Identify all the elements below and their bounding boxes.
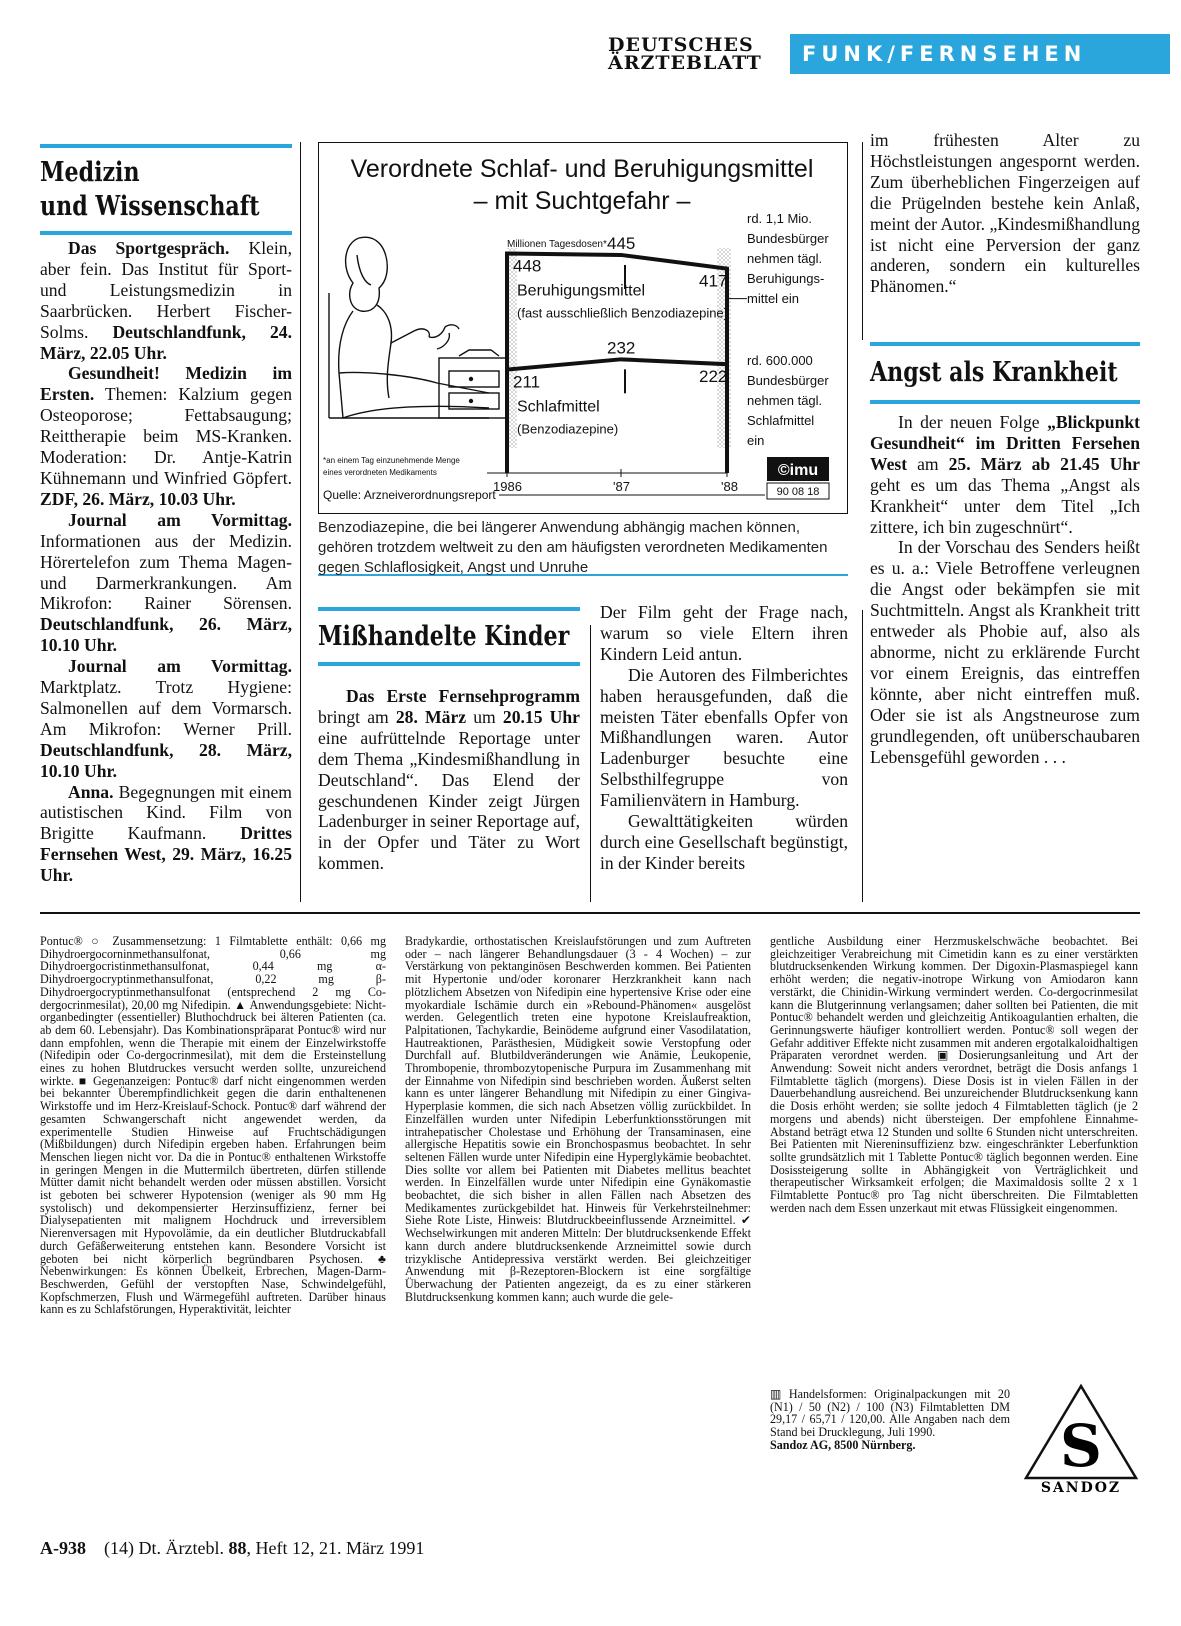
mid-paragraph: Das Erste Fernsehprogramm bringt am 28. März um 20.15 Uhr eine aufrüttelnde Reportage unter dem Thema „Kindesmißhandlung in Deutschland“. Das Elend der geschundenen Kinder zeigt Jürgen Ladenburger in seiner Reportage auf, in der Opfer und Täter zu Wort kommen. (318, 686, 581, 874)
ad-column-3: gentliche Ausbildung einer Herzmuskelschwäche beobachtet. Bei gleichzeitiger Verabreichung mit Cimetidin kann es zu einer verstärkten blutdrucksenkenden Wirkung kommen. Der Digoxin-Plasmaspiegel kann erhöht werden; die negativ-inotrope Wirkung von Amiodaron kann verstärkt, die Chinidin-Wirkung vermindert werden. Co-dergocrinmesilat kann die Blutgerinnung verlangsamen; daher sollten bei Patienten, die mit Pontuc® behandelt werden und gleichzeitig Antikoagulantien erhalten, die Gerinnungswerte häufiger kontrolliert werden. Pontuc® soll wegen der Gefahr additiver Effekte nicht zusammen mit anderen ergotalkaloidhaltigen Präparaten verordnet werden. ▣ Dosierungsanleitung und Art der Anwendung: Soweit nicht anders verordnet, beträgt die Dosis anfangs 1 Filmtablette täglich (morgens). Diese Dosis ist in vielen Fällen in der Dauerbehandlung ausreichend. Bei unzureichender Blutdrucksenkung kann die Dosis erhöht werden; sie sollte jedoch 4 Filmtabletten täglich (je 2 morgens und abends) nicht übersteigen. Der empfohlene Einnahme-Abstand beträgt etwa 12 Stunden und sollte 6 Stunden nicht unterschreiten. Bei Patienten mit Niereninsuffizienz bzw. eingeschränkter Leberfunktion sollte grundsätzlich mit 1 Tablette Pontuc® täglich begonnen werden. Eine Dosissteigerung sollte in Abhängigkeit von Verträglichkeit und therapeutischer Wirksamkeit erfolgen; die Maximaldosis sollte 2 x 1 Filmtablette Pontuc® pro Tag nicht überschreiten. Die Filmtabletten werden nach dem Essen unzerkaut mit etwas Flüssigkeit eingenommen. (770, 934, 1138, 1215)
note-top-line: mittel ein (747, 291, 800, 306)
right-cont-text: im frühesten Alter zu Höchstleistungen angespornt werden. Zum überheblichen Fingerzeigen auf die Prügelnden bestehe kein Anlaß, meint der Autor. „Kindesmißhandlung ist nicht eine Perversion der ganz anderen, sondern ein kulturelles Phänomen.“ (870, 130, 1140, 297)
left-paragraph: Gesundheit! Medizin im Ersten. Themen: Kalzium gegen Osteoporose; Fettabsaugung; Reittherapie beim MS-Kranken. Moderation: Dr. Antje-Katrin Kühnemann und Winfried Göpfert. ZDF, 26. März, 10.03 Uhr. (40, 363, 292, 509)
chart-svg (319, 143, 846, 512)
woman-in-bed-illustration (329, 237, 509, 418)
chart-subtitle: – mit Suchtgefahr – (473, 187, 691, 215)
chart-footnote: eines verordneten Medikaments (323, 468, 437, 477)
data-label: 211 (513, 372, 541, 392)
section-title: Medizin und Wissenschaft (40, 157, 260, 222)
series-subtitle: (fast ausschließlich Benzodiazepine) (517, 305, 728, 321)
page-footer: A-938 (14) Dt. Ärztebl. 88, Heft 12, 21. März 1991 (40, 1538, 425, 1558)
left-paragraph: Journal am Vormittag. Informationen aus der Medizin. Hörertelefon zum Thema Magen- und Darmerkrankungen. Am Mikrofon: Rainer Sörensen. Deutschlandfunk, 26. März, 10.10 Uhr. (40, 509, 292, 656)
note-bottom-line: Bundesbürger (747, 373, 829, 388)
chart-code: 90 08 18 (776, 486, 820, 498)
column-rule (590, 625, 591, 902)
series-subtitle: (Benzodiazepine) (517, 421, 619, 437)
ad-column-2: Bradykardie, orthostatischen Kreislaufstörungen und zum Auftreten oder – nach längerer Behandlungsdauer (3 - 4 Wochen) – zur Verstärkung von pektanginösen Beschwerden kommen. Bei Patienten mit Hypertonie und/oder koronarer Herzkrankheit kann nach plötzlichem Absetzen von Nifedipin eine hypertensive Krise oder eine myokardiale Ischämie durch ein »Rebound-Phänomen« ausgelöst werden. Gelegentlich treten eine hypotone Kreislaufreaktion, Palpitationen, Tachykardie, Beinödeme aufgrund einer Vasodilatation, Hautreaktionen, Parästhesien, Müdigkeit sowie Verstopfung oder Durchfall auf. Blutbildveränderungen wie Anämie, Leukopenie, Thrombopenie, thrombozytopenische Purpura im Zusammenhang mit der Einnahme von Nifedipin sind beschrieben worden. Äußerst selten kann es unter längerer Behandlung mit Nifedipin zu einer Gingiva-Hyperplasie kommen, die sich nach Absetzen völlig zurückbildet. In Einzelfällen wurden unter Nifedipin Leberfunktionsstörungen mit intrahepatischer Cholestase und Erhöhung der Transaminasen, eine allergische Hepatitis sowie ein Bronchospasmus beobachtet. In sehr seltenen Fällen wurde unter Nifedipin eine Hyperglykämie beobachtet. Dies sollte vor allem bei Patienten mit Diabetes mellitus beachtet werden. In Einzelfällen wurde unter Nifedipin eine Gynäkomastie beobachtet, die sich bisher in allen Fällen nach Absetzen des Medikamentes zurückgebildet hat. Hinweis für Verkehrsteilnehmer: Siehe Rote Liste, Hinweis: Blutdruckbeeinflussende Arzneimittel. ✔ Wechselwirkungen mit anderen Mitteln: Der blutdrucksenkende Effekt kann durch andere blutdrucksenkende Arzneimittel sowie durch trizyklische Antidepressiva verstärkt werden. Bei gleichzeitiger Anwendung mit β-Rezeptoren-Blockern ist eine sorgfältige Überwachung der Patienten angezeigt, da es zu einer stärkeren Blutdrucksenkung kommen kann; auch wurde die gele- (405, 934, 751, 1304)
chart-title: Verordnete Schlaf- und Beruhigungsmittel (350, 155, 814, 183)
data-label: 232 (607, 338, 636, 358)
mid-column-1 (318, 686, 580, 874)
x-tick-label: '88 (721, 479, 738, 494)
note-top-line: nehmen tägl. (747, 251, 823, 266)
chart-unit-label: Millionen Tagesdosen* (507, 239, 607, 250)
left-paragraph: Anna. Begegnungen mit einem autistischen Kind. Film von Brigitte Kaufmann. Drittes Fernsehen West, 29. März, 16.25 Uhr. (40, 781, 292, 886)
mid-paragraph: Der Film geht der Frage nach, warum so viele Eltern ihren Kindern Leid antun. (600, 602, 848, 664)
note-bottom-line: rd. 600.000 (747, 353, 813, 368)
section-bar (870, 400, 1140, 404)
imu-logo: ©imu (777, 462, 819, 479)
masthead-line1: DEUTSCHES (608, 34, 754, 56)
column-rule (862, 610, 863, 902)
left-paragraph: Das Sportgespräch. Klein, aber fein. Das Institut für Sport- und Leistungsmedizin in Saarbrücken. Herbert Fischer-Solms. Deutschlandfunk, 24. März, 22.05 Uhr. (40, 238, 293, 363)
note-bottom-line: nehmen tägl. (747, 393, 823, 408)
x-tick-label: '87 (613, 479, 630, 494)
series-name: Beruhigungsmittel (517, 282, 646, 300)
right-column-text: In der neuen Folge „Blickpunkt Gesundheit“ im Dritten Fersehen West am 25. März ab 21.45 Uhr geht es um das Thema „Angst als Krankheit“ unter dem Titel „Ich zittere, ich bin zugeschnürt“. In der Vorschau des Senders heißt es u. a.: Viele Betroffene verleugnen die Angst oder bekämpfen sie mit Suchtmitteln. Angst als Krankheit tritt entweder als Phobie auf, also als abnorme, nicht zu erklärende Furcht vor einem Ereignis, das eintreffen könnte, aber nicht eintreffen muß. Oder sie ist als Angstneurose zum grundlegenden, oft unüberschaubaren Lebensgefühl geworden . . . (870, 412, 1140, 767)
chart-source: Quelle: Arzneiverordnungsreport (323, 488, 496, 502)
data-label: 222 (699, 367, 728, 387)
left-paragraph: Journal am Vormittag. Marktplatz. Trotz Hygiene: Salmonellen auf dem Vormarsch. Am Mikrofon: Werner Prill. Deutschlandfunk, 28. März, 10.10 Uhr. (40, 656, 292, 781)
section-bar (870, 342, 1140, 346)
note-top-line: rd. 1,1 Mio. (747, 211, 813, 226)
note-top-line: Bundesbürger (747, 231, 829, 246)
chart-footnote: *an einem Tag einzunehmende Menge (323, 456, 460, 465)
data-label: 417 (699, 271, 728, 291)
sandoz-logo (1022, 1382, 1140, 1494)
svg-text:S: S (1060, 1412, 1102, 1480)
section-bar (40, 144, 292, 148)
mid-paragraph: Die Autoren des Filmberichtes haben herausgefunden, daß die meisten Täter ebenfalls Opfer von Mißhandlungen waren. Autor Ladenburger besuchte eine Selbsthilfegruppe von Familienvätern in Hamburg. (600, 664, 848, 811)
data-label: 448 (513, 256, 542, 276)
svg-text:SANDOZ: SANDOZ (1040, 1480, 1122, 1494)
chart-box (318, 142, 848, 514)
right-title: Angst als Krankheit (870, 357, 1118, 388)
x-tick-label: 1986 (493, 479, 522, 494)
note-top-line: Beruhigungs- (747, 271, 825, 286)
ad-handelsformen: ▥ Handelsformen: Originalpackungen mit 20 (N1) / 50 (N2) / 100 (N3) Filmtabletten DM 29,17 / 65,71 / 120,00. Alle Angaben nach dem Stand bei Drucklegung, Juli 1990. Sandoz AG, 8500 Nürnberg. (770, 1387, 1010, 1452)
mid-paragraph: Gewalttätigkeiten würden durch eine Gesellschaft begünstigt, in der Kinder bereits (600, 811, 848, 873)
data-label: 445 (607, 233, 636, 253)
chart-caption: Benzodiazepine, die bei längerer Anwendung abhängig machen können, gehören trotzdem weltweit zu den am häufigsten verordneten Medikamenten gegen Schlaflosigkeit, Angst und Unruhe (318, 519, 828, 576)
masthead-line2: ÄRZTEBLATT (608, 52, 762, 74)
column-rule (300, 142, 301, 902)
ad-divider (40, 912, 1140, 914)
column-rule (862, 142, 863, 340)
mid-column-2 (600, 602, 848, 874)
section-bar (40, 231, 292, 235)
ad-column-1: Pontuc® ○ Zusammensetzung: 1 Filmtablette enthält: 0,66 mg Dihydroergocorninmethansulfonat, 0,66 mg Dihydroergocristinmethansulfonat, 0,44 mg α-Dihydroergocryptinmethansulfonat, 0,22 mg β-Dihydroergocryptinmethansulfonat (entsprechend 2 mg Co-dergocrinmesilat), 20,00 mg Nifedipin. ▲ Anwendungsgebiete: Nicht-organbedingter (essentieller) Bluthochdruck bei älteren Patienten (ca. ab dem 60. Lebensjahr). Das Kombinationspräparat Pontuc® wird nur dann empfohlen, wenn die Therapie mit einem der Einzelwirkstoffe (Nifedipin oder Co-dergocrinmesilat), mit dem die Ersteinstellung eines zu hohen Blutdruckes versucht werden sollte, unzureichend wirkte. ■ Gegenanzeigen: Pontuc® darf nicht eingenommen werden bei bekannter Überempfindlichkeit gegen die darin enthaltenenen Wirkstoffe und im Herz-Kreislauf-Schock. Pontuc® darf während der gesamten Schwangerschaft nicht angewendet werden, da experimentelle Studien Hinweise auf Fruchtschädigungen (Mißbildungen) durch Nifedipin ergeben haben. Erfahrungen beim Menschen liegen nicht vor. Da die in Pontuc® enthaltenen Wirkstoffe in geringen Mengen in die Muttermilch übertreten, dürfen stillende Mütter damit nicht behandelt werden oder müssen abstillen. Vorsicht ist geboten bei schwerer Hypotension (weniger als 90 mm Hg systolisch) und dekompensierter Herzinsuffizienz, ferner bei Dialysepatienten mit malignem Hochdruck und irreversiblem Nierenversagen mit Hypovolämie, da ein deutlicher Blutdruckabfall durch Gefäßerweiterung entstehen kann. Besondere Vorsicht ist geboten bei nicht körperlich begründbaren Psychosen. ♣ Nebenwirkungen: Es können Übelkeit, Erbrechen, Magen-Darm-Beschwerden, Gefühl der verstopften Nase, Schwindelgefühl, Kopfschmerzen, Flush und Wärmegefühl auftreten. Darüber hinaus kann es zu Schlafstörungen, Hyperaktivität, leichter (40, 934, 386, 1317)
left-column-text (40, 238, 292, 886)
series-name: Schlafmittel (517, 398, 600, 416)
note-bottom-line: Schlafmittel (747, 413, 815, 428)
section-banner: FUNK/FERNSEHEN (790, 34, 1170, 74)
note-bottom-line: ein (747, 433, 765, 448)
section-bar (318, 662, 580, 666)
section-bar (318, 607, 580, 611)
mid-title: Mißhandelte Kinder (318, 621, 570, 652)
